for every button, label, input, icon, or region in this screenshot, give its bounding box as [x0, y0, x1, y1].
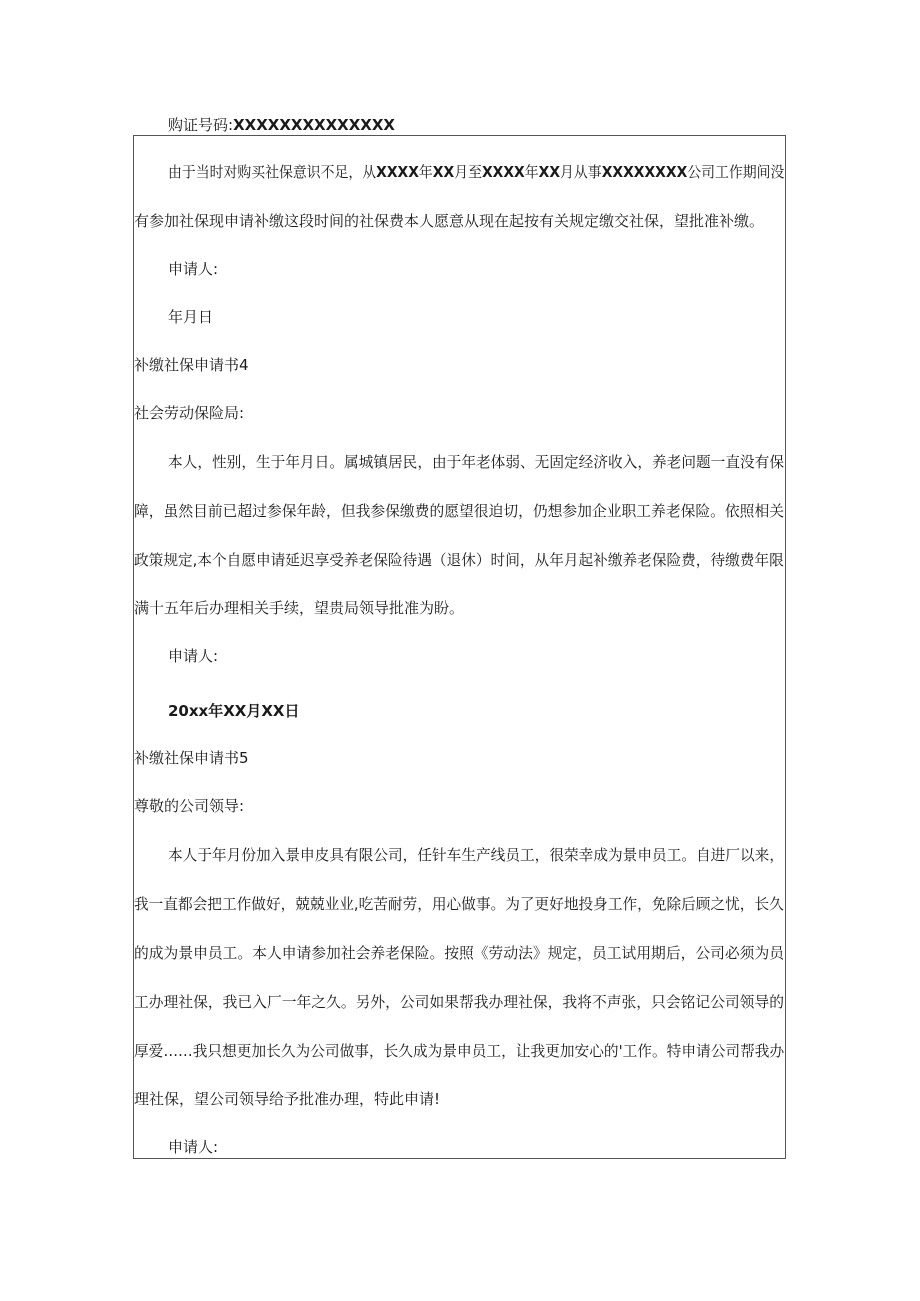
s3-para-line-2: 有参加社保现申请补缴这段时间的社保费本人愿意从现在起按有关规定缴交社保，望批准补缴。 — [134, 212, 765, 230]
s4-title: 补缴社保申请书4 — [134, 356, 249, 374]
s3-text-d: 年 — [524, 163, 539, 181]
purchase-cert-value: XXXXXXXXXXXXXX — [233, 116, 395, 134]
s3-month-from: XX — [432, 163, 455, 181]
s3-applicant: 申请人: — [168, 260, 219, 278]
s5-para-line-4: 工办理社保，我已入厂一年之久。另外，公司如果帮我办理社保，我将不声张，只会铭记公司领导的 — [134, 993, 785, 1011]
s5-addressee: 尊敬的公司领导: — [134, 797, 245, 815]
purchase-cert-label: 购证号码: — [168, 116, 234, 134]
s5-applicant: 申请人: — [168, 1138, 219, 1156]
s3-company: XXXXXXXX — [601, 163, 688, 181]
s5-para-line-5: 厚爱……我只想更加长久为公司做事，长久成为景申员工，让我更加安心的'工作。特申请公司帮我办 — [134, 1042, 785, 1060]
s3-year-to: XXXX — [481, 163, 525, 181]
s5-para-line-1: 本人于年月份加入景申皮具有限公司，任针车生产线员工，很荣幸成为景申员工。自进厂以来， — [168, 846, 785, 864]
s4-addressee: 社会劳动保险局: — [134, 404, 245, 422]
s5-para-line-2: 我一直都会把工作做好，兢兢业业,吃苦耐劳，用心做事。为了更好地投身工作，免除后顾之忧，长久 — [134, 895, 784, 913]
s4-applicant: 申请人: — [168, 647, 219, 665]
s5-title: 补缴社保申请书5 — [134, 749, 249, 767]
s4-para-line-2: 障，虽然目前已超过参保年龄，但我参保缴费的愿望很迫切，仍想参加企业职工养老保险。依照相关 — [134, 502, 785, 520]
s3-text-a: 由于当时对购买社保意识不足，从 — [168, 163, 377, 181]
s3-para-line-1 — [168, 161, 784, 182]
s4-para-line-4: 满十五年后办理相关手续，望贵局领导批准为盼。 — [134, 599, 465, 617]
s4-para-line-1: 本人，性别，生于年月日。属城镇居民，由于年老体弱、无固定经济收入，养老问题一直没有保 — [168, 453, 785, 471]
purchase-cert-line — [168, 114, 395, 135]
s3-text-e: 月从事 — [560, 163, 602, 181]
s4-date: 20xx年XX月XX日 — [168, 702, 300, 720]
s3-date: 年月日 — [168, 308, 214, 326]
s3-month-to: XX — [538, 163, 561, 181]
s3-text-f: 公司工作期间没 — [687, 163, 785, 181]
s5-para-line-6: 理社保，望公司领导给予批准办理，特此申请! — [134, 1090, 441, 1108]
s3-year-from: XXXX — [376, 163, 419, 181]
s3-text-b: 年 — [418, 163, 433, 181]
s5-para-line-3: 的成为景申员工。本人申请参加社会养老保险。按照《劳动法》规定，员工试用期后，公司必须为员 — [134, 944, 785, 962]
s4-para-line-3: 政策规定,本个自愿申请延迟享受养老保险待遇（退休）时间，从年月起补缴养老保险费，待缴费年限 — [134, 551, 784, 569]
s3-text-c: 月至 — [454, 163, 482, 181]
